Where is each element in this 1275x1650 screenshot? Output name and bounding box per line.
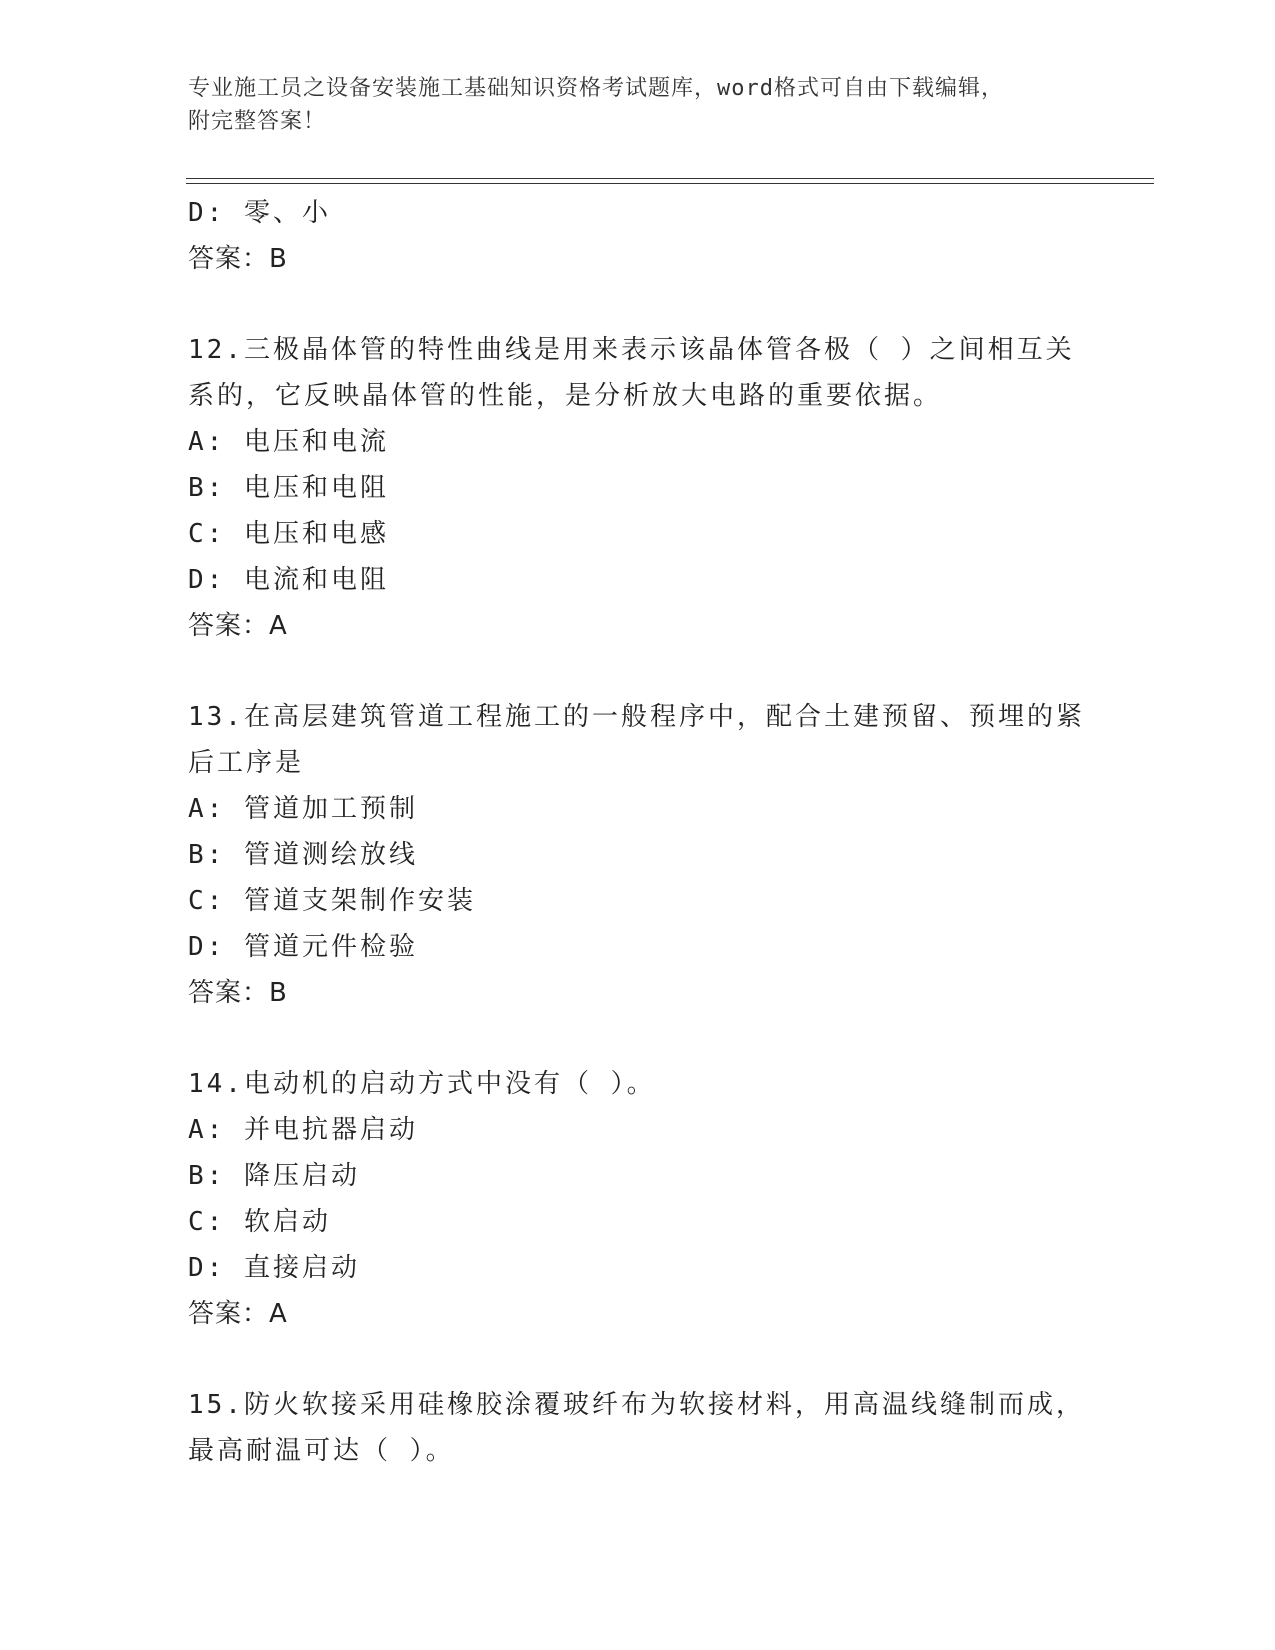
question-13 (188, 694, 1088, 1016)
option-a: A: 并电抗器启动 (188, 1115, 418, 1145)
option-c: C: 软启动 (188, 1207, 331, 1237)
option-d: D: 管道元件检验 (188, 932, 418, 962)
answer-line: 答案：A (188, 1299, 288, 1329)
header-line-1: 专业施工员之设备安装施工基础知识资格考试题库，word格式可自由下载编辑， (188, 76, 1004, 101)
question-stem-line-1: 15.防火软接采用硅橡胶涂覆玻纤布为软接材料，用高温线缝制而成， (188, 1390, 1085, 1420)
header-line-2: 附完整答案！ (188, 109, 327, 134)
question-15 (188, 1382, 1088, 1474)
question-stem-line-1: 14.电动机的启动方式中没有（ ）。 (188, 1069, 656, 1099)
answer-line: 答案：B (188, 244, 288, 274)
option-a: A: 管道加工预制 (188, 794, 418, 824)
question-14 (188, 1061, 1088, 1337)
option-d: D: 零、小 (188, 198, 331, 228)
question-12 (188, 327, 1088, 649)
carryover-block (188, 190, 1088, 282)
option-b: B: 降压启动 (188, 1161, 360, 1191)
question-stem-line-2: 系的，它反映晶体管的性能，是分析放大电路的重要依据。 (188, 381, 943, 411)
question-stem-line-1: 12.三极晶体管的特性曲线是用来表示该晶体管各极（ ）之间相互关 (188, 335, 1075, 365)
answer-line: 答案：A (188, 611, 288, 641)
header-divider-top (186, 178, 1154, 179)
question-stem-line-2: 后工序是 (188, 748, 305, 778)
answer-line: 答案：B (188, 978, 288, 1008)
document-header (188, 72, 1068, 138)
option-c: C: 管道支架制作安装 (188, 886, 476, 916)
option-a: A: 电压和电流 (188, 427, 389, 457)
question-stem-line-1: 13.在高层建筑管道工程施工的一般程序中，配合土建预留、预埋的紧 (188, 702, 1085, 732)
question-stem-line-2: 最高耐温可达（ ）。 (188, 1436, 455, 1466)
option-b: B: 电压和电阻 (188, 473, 389, 503)
question-content (188, 190, 1088, 1474)
option-d: D: 电流和电阻 (188, 565, 389, 595)
option-c: C: 电压和电感 (188, 519, 389, 549)
option-b: B: 管道测绘放线 (188, 840, 418, 870)
option-d: D: 直接启动 (188, 1253, 360, 1283)
header-divider-bottom (186, 183, 1154, 184)
